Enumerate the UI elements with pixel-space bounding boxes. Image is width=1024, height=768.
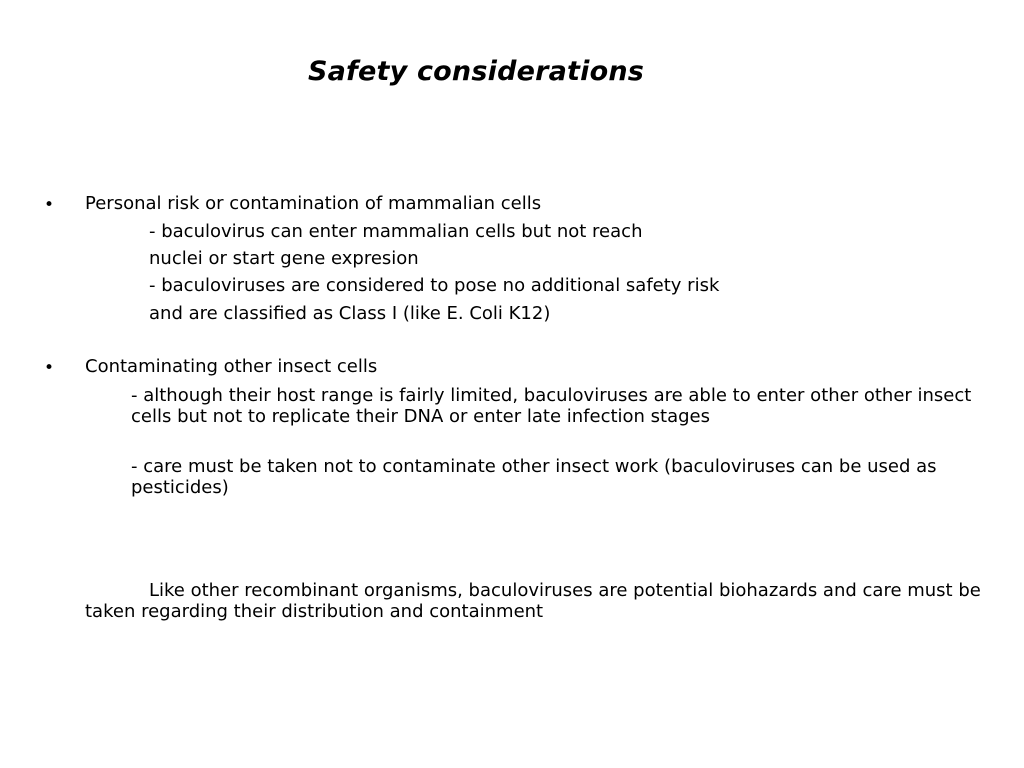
section-heading-personal-risk: Personal risk or contamination of mammalian cells (85, 193, 542, 214)
section-heading-insect-cells: Contaminating other insect cells (85, 356, 378, 377)
bullet-personal-risk: • (44, 195, 55, 215)
slide-title: Safety considerations (307, 56, 645, 87)
sub-point-line: and are classified as Class I (like E. Coli K12) (149, 303, 551, 324)
sub-point-paragraph: - although their host range is fairly limited, baculoviruses are able to enter other other insect cells but not to replicate their DNA or enter late infection stages (131, 385, 972, 427)
sub-point-line: - baculovirus can enter mammalian cells but not reach (149, 221, 643, 242)
sub-point-line: nuclei or start gene expresion (149, 248, 419, 269)
conclusion-paragraph: Like other recombinant organisms, baculoviruses are potential biohazards and care must be taken regarding their distribution and containment (85, 580, 981, 622)
sub-point-line: - baculoviruses are considered to pose no additional safety risk (149, 275, 720, 296)
sub-point-paragraph: - care must be taken not to contaminate other insect work (baculoviruses can be used as pesticides) (131, 456, 937, 498)
bullet-insect-cells: • (44, 358, 55, 378)
